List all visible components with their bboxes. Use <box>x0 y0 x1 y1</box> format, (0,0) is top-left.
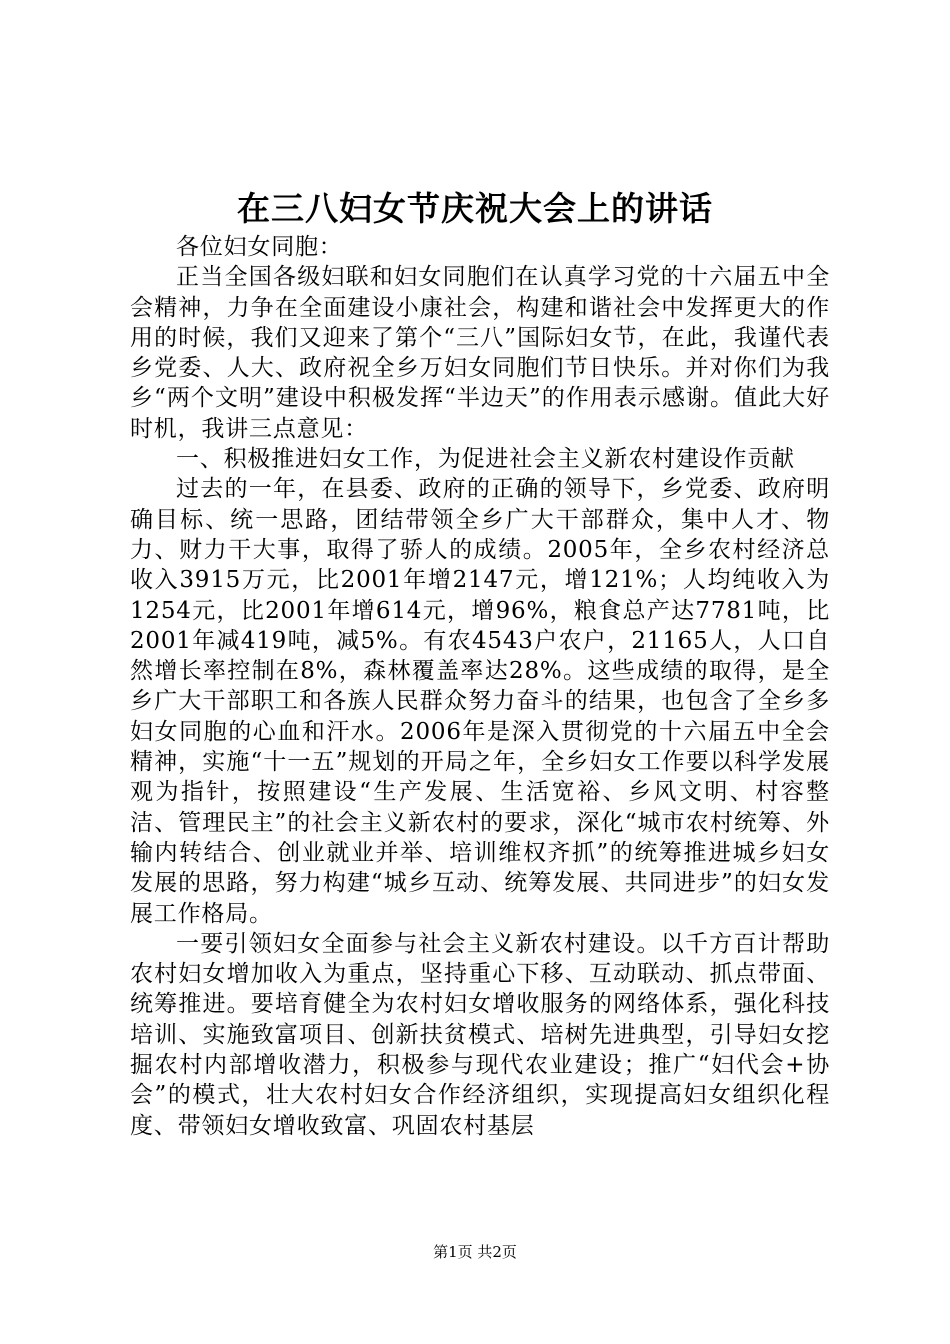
paragraph-intro: 正当全国各级妇联和妇女同胞们在认真学习党的十六届五中全会精神，力争在全面建设小康社会，构建和谐社会中发挥更大的作用的时候，我们又迎来了第个“三八”国际妇女节，在此，我谨代表乡党委、人大、政府祝全乡万妇女同胞们节日快乐。并对你们为我乡“两个文明”建设中积极发挥“半边天”的作用表示感谢。值此大好时机，我讲三点意见： <box>130 264 830 442</box>
document-body <box>130 232 830 1141</box>
section-heading-1: 一、积极推进妇女工作，为促进社会主义新农村建设作贡献 <box>176 446 795 473</box>
paragraph-review: 过去的一年，在县委、政府的正确的领导下，乡党委、政府明确目标、统一思路，团结带领全乡广大干部群众，集中人才、物力、财力干大事，取得了骄人的成绩。2005年，全乡农村经济总收入3915万元，比2001年增2147元，增121%；人均纯收入为1254元，比2001年增614元，增96%，粮食总产达7781吨，比2001年减419吨，减5%。有农4543户农户，21165人，人口自然增长率控制在8%，森林覆盖率达28%。这些成绩的取得，是全乡广大干部职工和各族人民群众努力奋斗的结果，也包含了全乡多妇女同胞的心血和汗水。2006年是深入贯彻党的十六届五中全会精神，实施“十一五”规划的开局之年，全乡妇女工作要以科学发展观为指针，按照建设“生产发展、生活宽裕、乡风文明、村容整洁、管理民主”的社会主义新农村的要求，深化“城市农村统筹、外输内转结合、创业就业并举、培训维权齐抓”的统筹推进城乡妇女发展的思路，努力构建“城乡互动、统筹发展、共同进步”的妇女发展工作格局。 <box>130 476 830 927</box>
salutation: 各位妇女同胞： <box>176 234 343 260</box>
paragraph-point-1: 一要引领妇女全面参与社会主义新农村建设。以千方百计帮助农村妇女增加收入为重点，坚持重心下移、互动联动、抓点带面、统筹推进。要培育健全为农村妇女增收服务的网络体系，强化科技培训、实施致富项目、创新扶贫模式、培树先进典型，引导妇女挖掘农村内部增收潜力，积极参与现代农业建设；推广“妇代会+协会”的模式，壮大农村妇女合作经济组织，实现提高妇女组织化程度、带领妇女增收致富、巩固农村基层 <box>130 930 830 1139</box>
document-title: 在三八妇女节庆祝大会上的讲话 <box>237 189 713 228</box>
page-footer: 第1页 共2页 <box>433 1243 517 1261</box>
